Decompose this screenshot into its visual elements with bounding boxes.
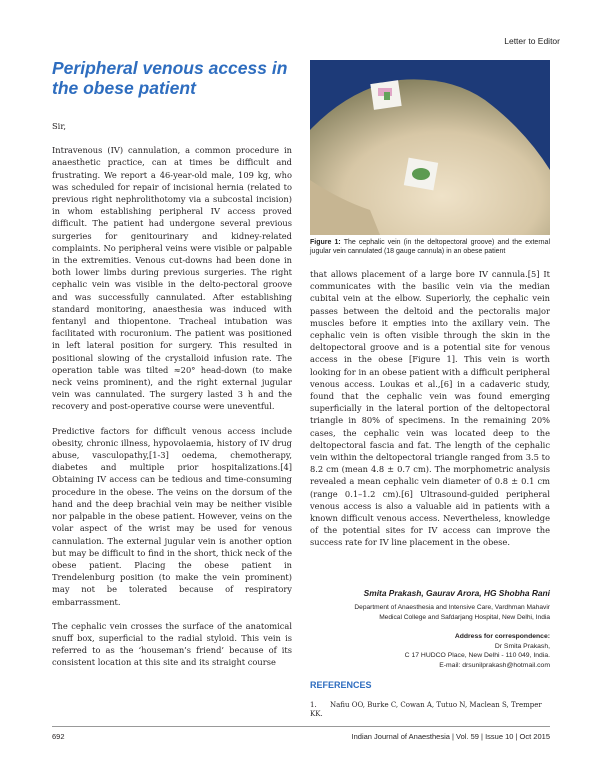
affiliation-line: Medical College and Safdarjang Hospital, New Delhi, India xyxy=(379,614,550,621)
body-paragraph: Intravenous (IV) cannulation, a common procedure in anaesthetic practice, can at times be difficult and frustrating. We report a 46-year-old male, 109 kg, who was scheduled for repair of incisional hernia (related to previous right nephrolithotomy via a subcostal incision) in whom establishing peripheral IV access proved difficult. The patient had undergone several previous surgeries for genitourinary and kidney-related complaints. No peripheral veins were visible or palpable in the extremities. Venous cut-downs had been done in both lower limbs during previous surgeries. The right cephalic vein was visible in the delto-pectoral groove and was successfully cannulated. After establishing standard monitoring, anaesthesia was induced with fentanyl and thiopentone. Tracheal intubation was facilitated with rocuronium. The patient was positioned in left lateral position for surgery. This resulted in positional slowing of the crystalloid infusion rate. The operation table was tilted ≈20° head-down (to make neck veins prominent), and the right external jugular vein was cannulated. The surgery lasted 3 h and the recovery and post-operative course were uneventful. xyxy=(52,145,292,412)
reference-item xyxy=(310,701,550,719)
correspondence-line: Dr Smita Prakash, xyxy=(494,642,550,650)
footer-divider xyxy=(52,726,550,727)
journal-citation: Indian Journal of Anaesthesia | Vol. 59 | Issue 10 | Oct 2015 xyxy=(351,732,550,741)
affiliation-line: Department of Anaesthesia and Intensive Care, Vardhman Mahavir xyxy=(354,604,550,611)
clinical-photo-figure xyxy=(310,60,550,235)
correspondence-title: Address for correspondence: xyxy=(454,633,550,640)
reference-number: 1. xyxy=(310,701,317,709)
correspondence-line: C 17 HUDCO Place, New Delhi - 110 049, India. xyxy=(404,652,550,659)
right-column: that allows placement of a large bore IV cannula.[5] It communicates with the basilic vein via the median cubital vein at the elbow. Superiorly, the cephalic vein passes between the deltoid and the pectoralis major muscles before it empties into the axillary vein. The cephalic vein is often visible through the skin in the deltopectoral groove and is a potential site for venous access in the obese [Figure 1]. This vein is worth looking for in an obese patient with a difficult peripheral venous access. Loukas et al.,[6] in a cadaveric study, found that the cephalic vein was found emerging superficially in the lateral portion of the deltopectoral triangle in 80% of specimens. In the remaining 20% cases, the cephalic vein was located deep to the deltopectoral fascia and fat. The length of the cephalic vein within the deltopectoral triangle ranged from 3.5 to 8.2 cm (mean 4.8 ± 0.7 cm). The morphometric analysis revealed a mean cephalic vein diameter of 0.8 ± 0.1 cm (range 0.1–1.2 cm).[6] Ultrasound-guided peripheral venous access is also a valuable aid in patients with a known difficult venous access. Nevertheless, knowledge of the potential sites for IV access can improve the success rate for IV line placement in the obese. xyxy=(310,269,550,548)
affiliation xyxy=(310,603,550,623)
figure-caption xyxy=(310,238,550,256)
clinical-photo xyxy=(310,60,550,235)
salutation: Sir, xyxy=(52,121,67,131)
figure-caption-text: The cephalic vein (in the deltopectoral groove) and the external jugular vein cannulated (18 gauge cannula) in an obese patient xyxy=(310,239,550,255)
article-title: Peripheral venous access in the obese patient xyxy=(52,58,288,98)
correspondence-email: E-mail: drsunilprakash@hotmail.com xyxy=(439,661,550,669)
figure-caption-label: Figure 1: xyxy=(310,239,341,246)
reference-text: Nafiu OO, Burke C, Cowan A, Tutuo N, Maclean S, Tremper KK. xyxy=(310,701,542,718)
section-label: Letter to Editor xyxy=(504,36,560,46)
body-paragraph: The cephalic vein crosses the surface of the anatomical snuff box, superficial to the radial styloid. This vein is referred to as the ‘houseman’s friend’ because of its consistent location at this site and its straight course xyxy=(52,620,292,668)
left-column xyxy=(52,120,292,681)
correspondence-block xyxy=(310,632,550,670)
page-number: 692 xyxy=(52,732,65,741)
author-list: Smita Prakash, Gaurav Arora, HG Shobha Rani xyxy=(363,588,550,598)
body-paragraph: Predictive factors for difficult venous access include obesity, chronic illness, hypovolaemia, history of IV drug abuse, vasculopathy,[1-3] oedema, chemotherapy, diabetes and multiple prior hospitalizations.[4] Obtaining IV access can be tedious and time-consuming procedure in the obese. The veins on the dorsum of the hand and the deep brachial vein may be neither visible nor palpable in the obese patient. However, veins on the volar aspect of the wrist may be used for venous cannulation. The external jugular vein is another option but may be difficult to find in the short, thick neck of the obese patient. Placing the obese patient in Trendelenburg position (to make the vein prominent) may not be tolerated because of respiratory embarrassment. xyxy=(52,425,292,607)
references-heading: REFERENCES xyxy=(310,680,372,690)
